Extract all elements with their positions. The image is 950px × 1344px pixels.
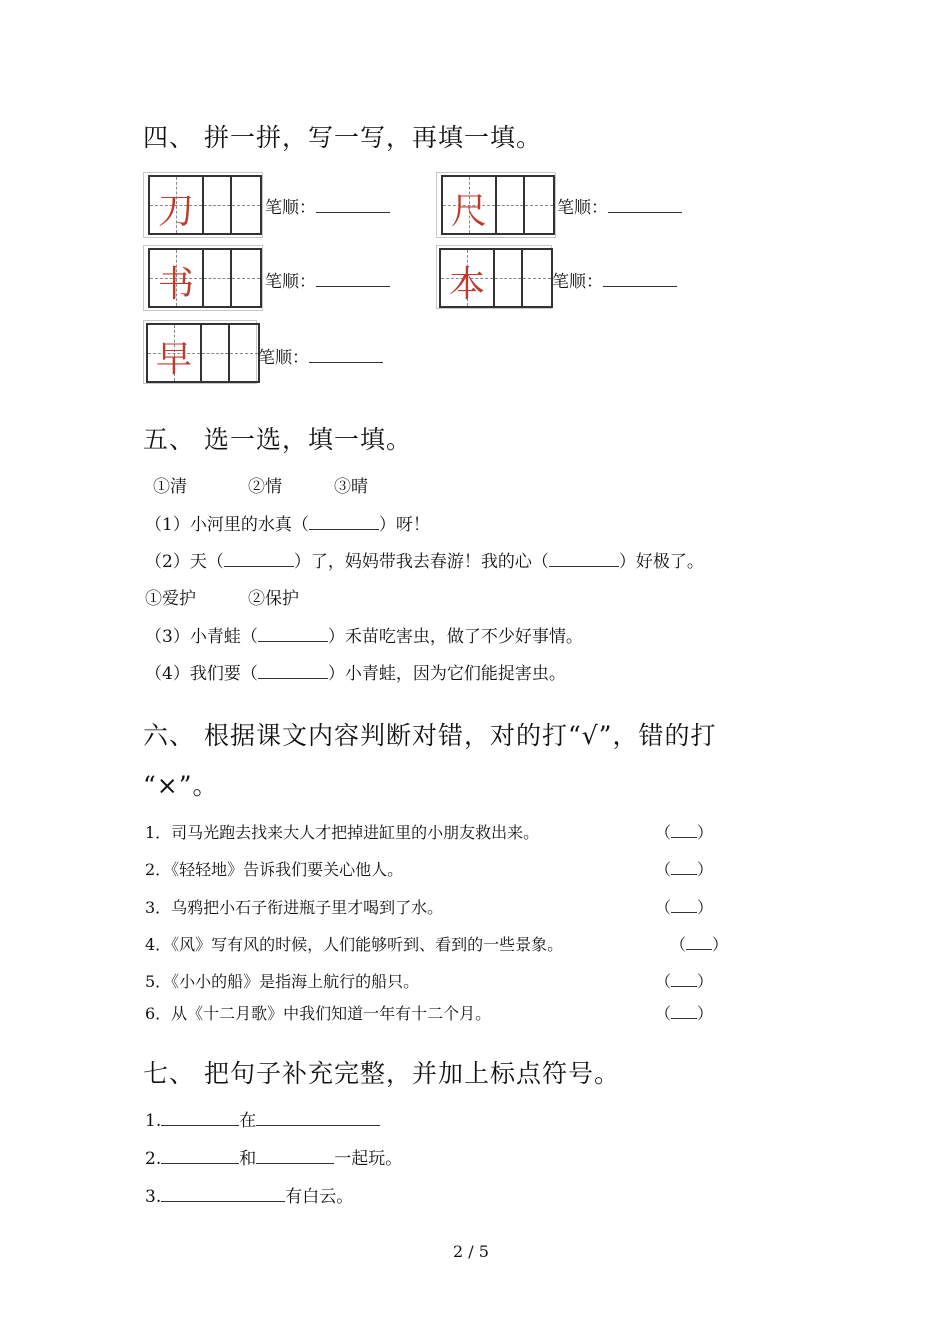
judge-paren-1[interactable]: （ ） — [655, 823, 714, 842]
stroke-order-1: 笔顺： — [265, 193, 390, 218]
answer-blank[interactable] — [316, 211, 390, 213]
stroke-order-5: 笔顺： — [258, 343, 383, 368]
question-5-4: （4）我们要（ ）小青蛙，因为它们能捉害虫。 — [145, 664, 566, 684]
judge-item-6: 6．从《十二月歌》中我们知道一年有十二个月。 — [145, 1004, 492, 1023]
answer-blank[interactable] — [309, 528, 379, 530]
sentence-7-3: 3. 有白云。 — [145, 1187, 354, 1207]
answer-blank[interactable] — [608, 211, 682, 213]
section5-title: 五、 选一选，填一填。 — [143, 425, 412, 454]
writing-grid-4 — [436, 245, 552, 309]
option-baohu: ②保护 — [248, 589, 299, 609]
judge-item-2: 2．《轻轻地》告诉我们要关心他人。 — [145, 860, 404, 879]
writing-grid-5 — [143, 320, 257, 384]
judge-item-5: 5．《小小的船》是指海上航行的船只。 — [145, 972, 420, 991]
option-qing3: ③晴 — [334, 477, 368, 497]
answer-blank[interactable] — [256, 1162, 334, 1164]
question-5-2: （2）天（ ）了，妈妈带我去春游！我的心（ ）好极了。 — [145, 552, 704, 572]
answer-blank[interactable] — [256, 1124, 380, 1126]
stroke-order-4: 笔顺： — [552, 267, 677, 292]
stroke-char: 本 — [448, 264, 485, 305]
section4-title: 四、 拼一拼，写一写，再填一填。 — [143, 123, 542, 152]
section7-title: 七、 把句子补充完整，并加上标点符号。 — [143, 1059, 620, 1088]
section6-title: 六、 根据课文内容判断对错，对的打“√”，错的打 — [143, 721, 717, 750]
section6-title-cont: “×”。 — [143, 771, 219, 800]
answer-blank[interactable] — [603, 285, 677, 287]
judge-paren-3[interactable]: （ ） — [655, 898, 714, 917]
stroke-char: 刀 — [157, 191, 194, 232]
stroke-char: 尺 — [450, 191, 487, 232]
judge-paren-6[interactable]: （ ） — [655, 1004, 714, 1023]
option-qing1: ①清 — [153, 477, 187, 497]
stroke-order-2: 笔顺： — [557, 193, 682, 218]
judge-item-4: 4．《风》写有风的时候，人们能够听到、看到的一些景象。 — [145, 935, 564, 954]
answer-blank[interactable] — [309, 361, 383, 363]
page-number: 2 / 5 — [453, 1242, 489, 1261]
stroke-order-3: 笔顺： — [265, 267, 390, 292]
sentence-7-1: 1. 在 — [145, 1106, 380, 1131]
judge-paren-5[interactable]: （ ） — [655, 972, 714, 991]
answer-blank[interactable] — [224, 565, 294, 567]
answer-blank[interactable] — [161, 1200, 285, 1202]
stroke-char: 早 — [155, 339, 192, 380]
option-aihu: ①爱护 — [145, 589, 196, 609]
option-qing2: ②情 — [248, 477, 282, 497]
answer-blank[interactable] — [258, 640, 328, 642]
question-5-3: （3）小青蛙（ ）禾苗吃害虫，做了不少好事情。 — [145, 627, 583, 647]
writing-grid-1 — [143, 172, 263, 238]
answer-blank[interactable] — [549, 565, 619, 567]
judge-paren-4[interactable]: （ ） — [670, 935, 729, 954]
question-5-1: （1）小河里的水真（ ）呀！ — [145, 515, 430, 535]
judge-paren-2[interactable]: （ ） — [655, 860, 714, 879]
judge-item-1: 1．司马光跑去找来大人才把掉进缸里的小朋友救出来。 — [145, 823, 540, 842]
answer-blank[interactable] — [161, 1124, 239, 1126]
judge-item-3: 3．乌鸦把小石子衔进瓶子里才喝到了水。 — [145, 898, 444, 917]
answer-blank[interactable] — [161, 1162, 239, 1164]
writing-grid-3 — [143, 245, 263, 311]
writing-grid-2 — [436, 172, 556, 238]
stroke-char: 书 — [157, 264, 194, 305]
answer-blank[interactable] — [316, 285, 390, 287]
answer-blank[interactable] — [258, 677, 328, 679]
sentence-7-2: 2. 和 一起玩。 — [145, 1149, 403, 1169]
